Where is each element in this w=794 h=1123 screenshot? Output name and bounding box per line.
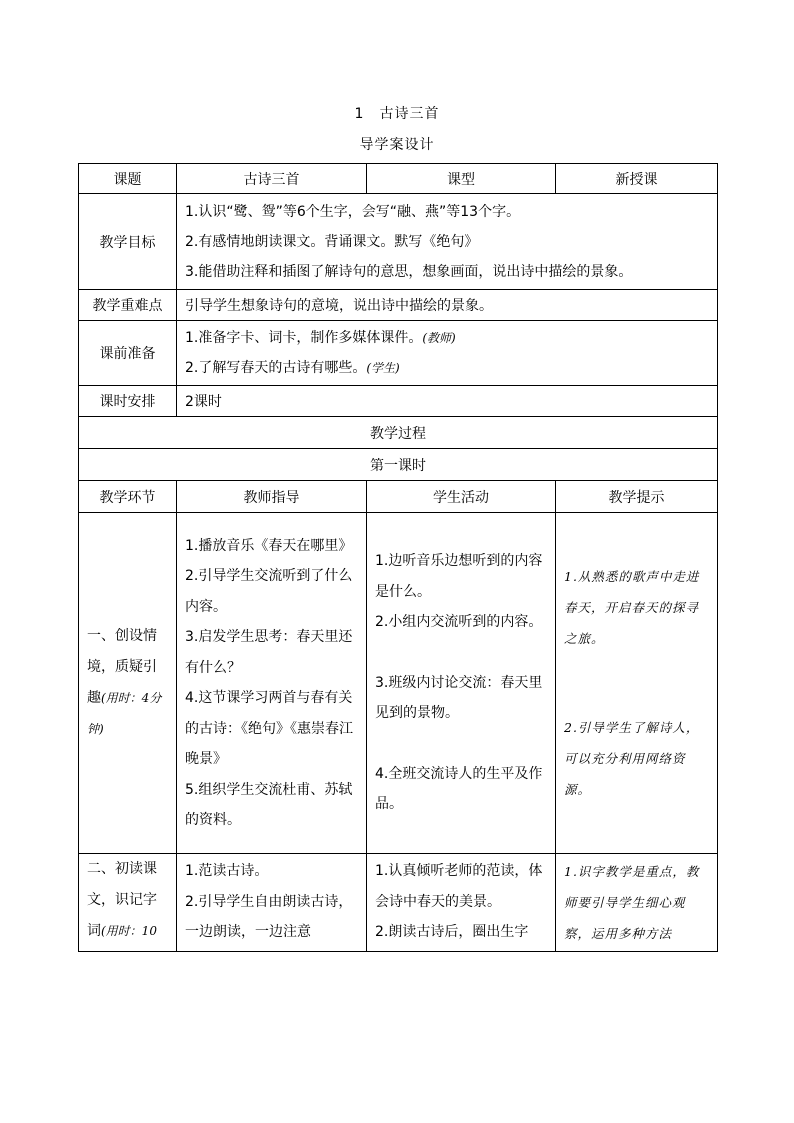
schedule-text: 2课时 (177, 386, 718, 417)
hint-item: 1.从熟悉的歌声中走进春天，开启春天的探寻之旅。 (564, 569, 700, 646)
prep-item (185, 323, 711, 353)
goal-item: 1.认识“鹭、鸳”等6个生字，会写“融、燕”等13个字。 (185, 203, 521, 220)
goal-item: 2.有感情地朗读课文。背诵课文。默写《绝句》 (185, 233, 479, 250)
goal-item: 3.能借助注释和插图了解诗句的意思，想象画面，说出诗中描绘的景象。 (185, 263, 633, 280)
key-points-row (79, 290, 718, 321)
guide-item: 5.组织学生交流杜甫、苏轼的资料。 (185, 781, 353, 828)
stage-guide (177, 513, 367, 854)
col-header-activity: 学生活动 (367, 481, 556, 513)
type-value: 新授课 (556, 164, 718, 194)
hint-item: 1.识字教学是重点，教师要引导学生细心观察，运用多种方法 (564, 864, 700, 941)
guide-item: 1.范读古诗。 (185, 863, 269, 879)
goals-content (177, 194, 718, 290)
goals-row (79, 194, 718, 290)
topic-row (79, 164, 718, 194)
document-subtitle: 导学案设计 (359, 137, 435, 153)
topic-value: 古诗三首 (177, 164, 367, 194)
guide-item: 2.引导学生交流听到了什么内容。 (185, 568, 353, 615)
activity-item: 4.全班交流诗人的生平及作品。 (375, 765, 543, 813)
prep-item-role: (学生) (366, 361, 400, 375)
stage-row (79, 854, 718, 952)
type-label: 课型 (367, 164, 556, 194)
process-columns-row (79, 481, 718, 513)
stage-time: (用时：4分钟) (87, 691, 162, 736)
stage-name-cell (79, 513, 177, 854)
col-header-guide: 教师指导 (177, 481, 367, 513)
session-row (79, 449, 718, 481)
document-title: 1 古诗三首 (354, 106, 440, 122)
prep-row (79, 321, 718, 386)
stage-name: 二、初读课文，识记字词 (87, 861, 157, 939)
activity-item: 1.认真倾听老师的范读，体会诗中春天的美景。 (375, 863, 543, 910)
process-heading: 教学过程 (79, 417, 718, 449)
process-heading-row (79, 417, 718, 449)
prep-item-text: 1.准备字卡、词卡，制作多媒体课件。 (185, 330, 423, 346)
prep-item-text: 2.了解写春天的古诗有哪些。 (185, 360, 367, 376)
activity-item: 1.边听音乐边想听到的内容是什么。 (375, 553, 543, 600)
stage-name-cell (79, 854, 177, 952)
activity-item: 2.朗读古诗后，圈出生字 (375, 924, 529, 940)
guide-item: 4.这节课学习两首与春有关的古诗：《绝句》《惠崇春江晚景》 (185, 690, 353, 767)
prep-item (185, 353, 711, 383)
activity-item: 3.班级内讨论交流：春天里见到的景物。 (375, 674, 543, 722)
stage-guide (177, 854, 367, 952)
prep-label: 课前准备 (79, 321, 177, 386)
session-title: 第一课时 (79, 449, 718, 481)
activity-item: 2.小组内交流听到的内容。 (375, 614, 543, 631)
schedule-row (79, 386, 718, 417)
stage-hints (556, 854, 718, 952)
prep-content (177, 321, 718, 386)
key-points-label: 教学重难点 (79, 290, 177, 321)
schedule-label: 课时安排 (79, 386, 177, 417)
col-header-stage: 教学环节 (79, 481, 177, 513)
stage-time: (用时：10 (101, 924, 157, 938)
stage-name: 一、创设情境，质疑引趣 (87, 628, 157, 706)
stage-hints (556, 513, 718, 854)
hint-item: 2.引导学生了解诗人，可以充分利用网络资源。 (564, 720, 700, 797)
lesson-plan-table (78, 163, 718, 952)
guide-item: 3.启发学生思考：春天里还有什么？ (185, 629, 353, 676)
col-header-hint: 教学提示 (556, 481, 718, 513)
goals-label: 教学目标 (79, 194, 177, 290)
stage-row (79, 513, 718, 854)
key-points-text: 引导学生想象诗句的意境，说出诗中描绘的景象。 (177, 290, 718, 321)
stage-activities (367, 854, 556, 952)
topic-label: 课题 (79, 164, 177, 194)
stage-activities (367, 513, 556, 854)
prep-item-role: (教师) (422, 331, 456, 345)
guide-item: 1.播放音乐《春天在哪里》 (185, 537, 353, 554)
guide-item: 2.引导学生自由朗读古诗，一边朗读，一边注意 (185, 893, 353, 940)
